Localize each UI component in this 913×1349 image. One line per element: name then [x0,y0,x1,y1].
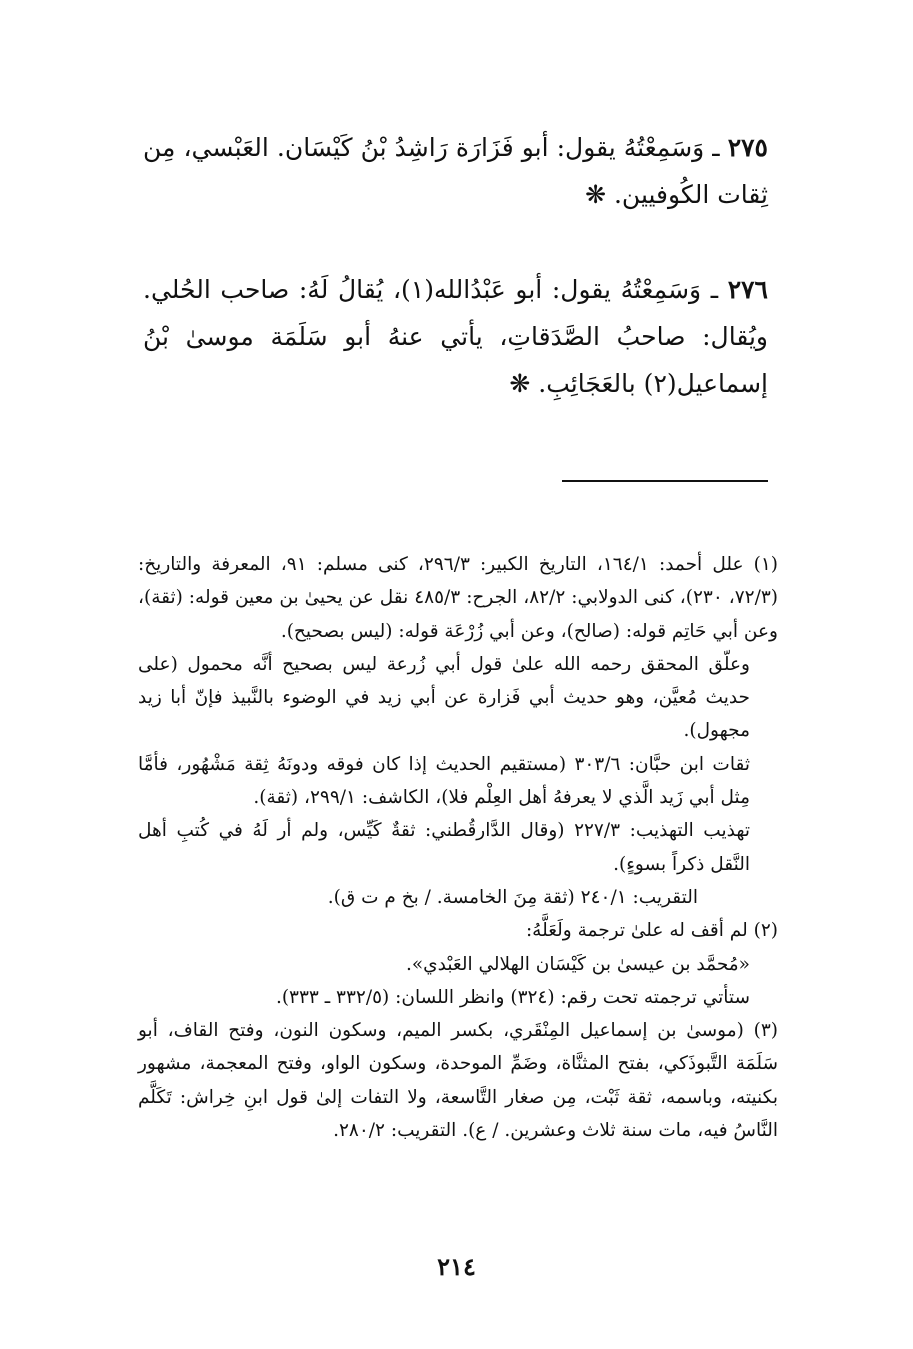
page-number: ٢١٤ [437,1252,476,1281]
footnotes [138,548,778,1147]
entry-text: ـ وَسَمِعْتُهُ يقول: أبو فَزَارَة رَاشِدُ بْنُ كَيْسَان. العَبْسي، مِن ثِقات الكُوفيين. ❋ [143,133,768,209]
footnote-1: (١) علل أحمد: ١٦٤/١، التاريخ الكبير: ٢٩٦/٣، كنى مسلم: ٩١، المعرفة والتاريخ: (٧٢/٣، ٢٣٠)، كنى الدولابي: ٨٢/٢، الجرح: ٤٨٥/٣ نقل عن يحيىٰ بن معين قوله: (ثقة)، وعن أبي حَاتِم قوله: (صالح)، وعن أبي زُرْعَة قوله: (ليس بصحيح). [138,554,779,642]
entry-number: ٢٧٦ [727,275,768,304]
footnote-separator [562,480,768,482]
footnote-3: (٣) (موسىٰ بن إسماعيل المِنْقَري، بكسر الميم، وسكون النون، وفتح القاف، أبو سَلَمَة التَّبوذَكي، بفتح المثنَّاة، وضَمِّ الموحدة، وسكون الواو، وفتح المعجمة، مشهور بكنيته، وباسمه، ثقة ثَبْت، مِن صغار التَّاسعة، ولا التفات إلىٰ قول ابنِ خِراش: تَكَلَّم النَّاسُ فيه، مات سنة ثلاث وعشرين. / ع). التقريب: ٢٨٠/٢. [138,1020,778,1142]
entry-275 [143,124,768,218]
footnote-2-paragraph: «مُحمَّد بن عيسىٰ بن كَيْسَان الهلالي العَبْدي». [405,953,750,975]
footnote-1-paragraph: التقريب: ٢٤٠/١ (ثقة مِنَ الخامسة. / بخ م ت ق). [327,886,698,908]
entry-text: ـ وَسَمِعْتُهُ يقول: أبو عَبْدُالله(١)، يُقالُ لَهُ: صاحب الحُلي. ويُقال: صاحبُ الصَّدَقاتِ، يأتي عنهُ أبو سَلَمَة موسىٰ بْنُ إسماعيل(٢) بالعَجَائِبِ. ❋ [143,275,768,398]
footnote-2: (٢) لم أقف له علىٰ ترجمة ولَعَلَّهُ: [525,920,778,942]
entry-276 [143,266,768,407]
footnote-2-paragraph: ستأتي ترجمته تحت رقم: (٣٢٤) وانظر اللسان: (٣٣٢/٥ ـ ٣٣٣). [275,986,750,1008]
entry-number: ٢٧٥ [727,133,768,162]
footnote-1-paragraph: ثقات ابن حبَّان: ٣٠٣/٦ (مستقيم الحديث إذا كان فوقه ودونَهُ ثِقة مَشْهُور، فأمَّا مِثل أبي زَيد الَّذي لا يعرفهُ أهل العِلْم فلا)، الكاشف: ٢٩٩/١، (ثقة). [138,753,750,809]
footnote-1-paragraph: وعلّق المحقق رحمه الله علىٰ قول أبي زُرعة ليس بصحيح أنَّه محمول (على حديث مُعيَّن، وهو حديث أبي فَزارة عن أبي زيد في الوضوء بالنَّبيذ فإنّ أبا زيد مجهول). [138,653,750,742]
footnote-1-paragraph: تهذيب التهذيب: ٢٢٧/٣ (وقال الدَّارقُطني: ثقةٌ كَيِّس، ولم أر لَهُ في كُتبِ أهل النَّقل ذكراً بسوءٍ). [138,820,751,875]
